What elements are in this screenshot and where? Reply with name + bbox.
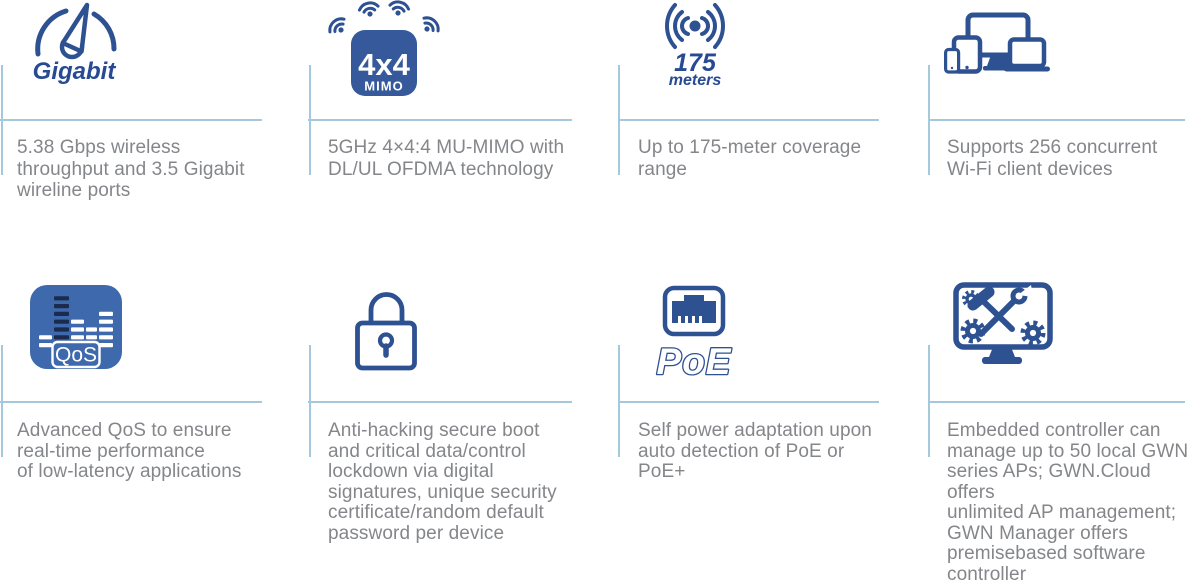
poe-label: PoE <box>656 341 732 382</box>
ethernet-poe-icon <box>656 287 732 384</box>
divider-horizontal <box>0 401 262 403</box>
feature-description: Anti-hacking secure boot and critical data/control lockdown via digital signatures, unique security certificate/random default password per device <box>328 420 557 544</box>
wifi-mimo-icon <box>328 0 440 103</box>
mimo-badge-bottom: MIMO <box>364 78 404 94</box>
speedometer-icon <box>26 2 126 65</box>
divider-horizontal <box>308 119 572 121</box>
feature-description: Self power adaptation upon auto detection of PoE or PoE+ <box>638 420 872 482</box>
padlock-icon <box>354 283 418 376</box>
coverage-unit-label: meters <box>668 72 722 89</box>
divider-horizontal <box>618 401 879 403</box>
radio-signal-icon <box>654 2 736 55</box>
divider-horizontal <box>928 401 1185 403</box>
feature-description: 5.38 Gbps wireless throughput and 3.5 Gigabit wireline ports <box>17 137 245 201</box>
mimo-badge-top: 4x4 <box>358 47 410 82</box>
coverage-value-label: 175 <box>674 49 716 77</box>
feature-cell-coverage <box>618 0 928 281</box>
feature-description: Embedded controller can manage up to 50 local GWN series APs; GWN.Cloud offers unlimited AP management; GWN Manager offers premisebased software controller <box>947 420 1189 585</box>
divider-horizontal <box>618 119 879 121</box>
feature-cell-controller <box>928 281 1200 585</box>
feature-description: Supports 256 concurrent Wi-Fi client devices <box>947 137 1158 180</box>
controller-monitor-icon <box>955 284 1055 375</box>
qos-label: QoS <box>54 343 98 367</box>
client-devices-icon <box>944 14 1056 79</box>
feature-description: Advanced QoS to ensure real-time performance of low-latency applications <box>17 420 242 482</box>
feature-cell-clients <box>928 0 1200 281</box>
feature-cell-gigabit <box>0 0 308 281</box>
feature-cell-security <box>308 281 618 564</box>
divider-horizontal <box>0 119 262 121</box>
divider-horizontal <box>928 119 1185 121</box>
feature-description: Up to 175-meter coverage range <box>638 137 862 180</box>
feature-cell-qos <box>0 281 308 564</box>
feature-cell-mimo <box>308 0 618 281</box>
feature-cell-poe <box>618 281 928 564</box>
divider-horizontal <box>308 401 572 403</box>
gigabit-label: Gigabit <box>32 58 116 85</box>
feature-description: 5GHz 4×4:4 MU-MIMO with DL/UL OFDMA technology <box>328 137 565 180</box>
equalizer-qos-icon <box>30 285 122 374</box>
